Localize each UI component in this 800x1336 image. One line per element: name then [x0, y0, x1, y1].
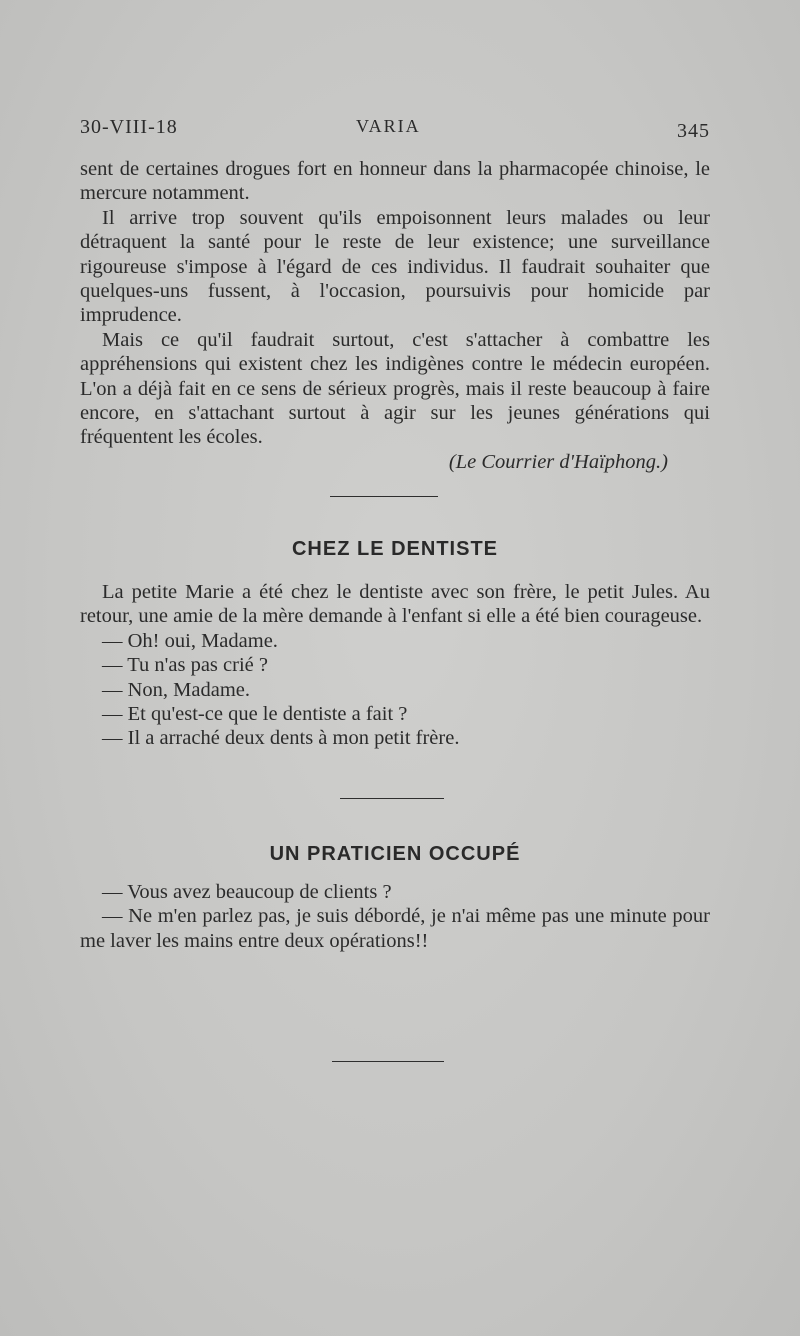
running-head: [80, 116, 710, 146]
section-divider: [340, 798, 444, 799]
article-title: CHEZ LE DENTISTE: [291, 538, 498, 560]
article-title: UN PRATICIEN OCCUPÉ: [269, 843, 521, 865]
dialogue-line: — Il a arraché deux dents à mon petit frère.: [102, 727, 460, 750]
dialogue-line: — Ne m'en parlez pas, je suis débordé, je n'ai même pas une minute pour me laver les mains entre deux opérations!!: [80, 905, 710, 952]
paragraph: La petite Marie a été chez le dentiste avec son frère, le petit Jules. Au retour, une amie de la mère demande à l'enfant si elle a été bien courageuse.: [80, 581, 710, 628]
source-citation: (Le Courrier d'Haïphong.): [448, 450, 668, 473]
section-title: VARIA: [356, 116, 421, 136]
paragraph-continued: sent de certaines drogues fort en honneur dans la pharmacopée chinoise, le mercure notamment.: [80, 158, 710, 205]
article-dentiste: [80, 580, 710, 751]
page-number: 345: [677, 120, 710, 142]
dialogue-line: — Tu n'as pas crié ?: [102, 654, 268, 677]
section-divider: [330, 496, 438, 497]
dialogue-line: — Oh! oui, Madame.: [102, 629, 278, 652]
article-praticien: [80, 880, 710, 953]
paragraph: Il arrive trop souvent qu'ils empoisonnent leurs malades ou leur détraquent la santé pour le reste de leur existence; une surveillance rigoureuse s'impose à l'égard de ces individus. Il faudrait souhaiter que quelques-uns fussent, à l'occasion, poursuivis pour homicide par imprudence.: [80, 206, 710, 327]
section-divider: [332, 1061, 444, 1062]
dialogue-line: — Vous avez beaucoup de clients ?: [102, 881, 392, 903]
dialogue-line: — Non, Madame.: [102, 678, 251, 701]
paragraph: Mais ce qu'il faudrait surtout, c'est s'attacher à combattre les appréhensions qui existent chez les indigènes contre le médecin européen. L'on a déjà fait en ce sens de sérieux progrès, mais il reste beaucoup à faire encore, en s'attachant surtout à agir sur les jeunes générations qui fréquentent les écoles.: [80, 328, 710, 449]
issue-date: 30-VIII-18: [80, 116, 178, 138]
article-varia-continuation: [80, 157, 710, 474]
dialogue-line: — Et qu'est-ce que le dentiste a fait ?: [102, 703, 408, 726]
